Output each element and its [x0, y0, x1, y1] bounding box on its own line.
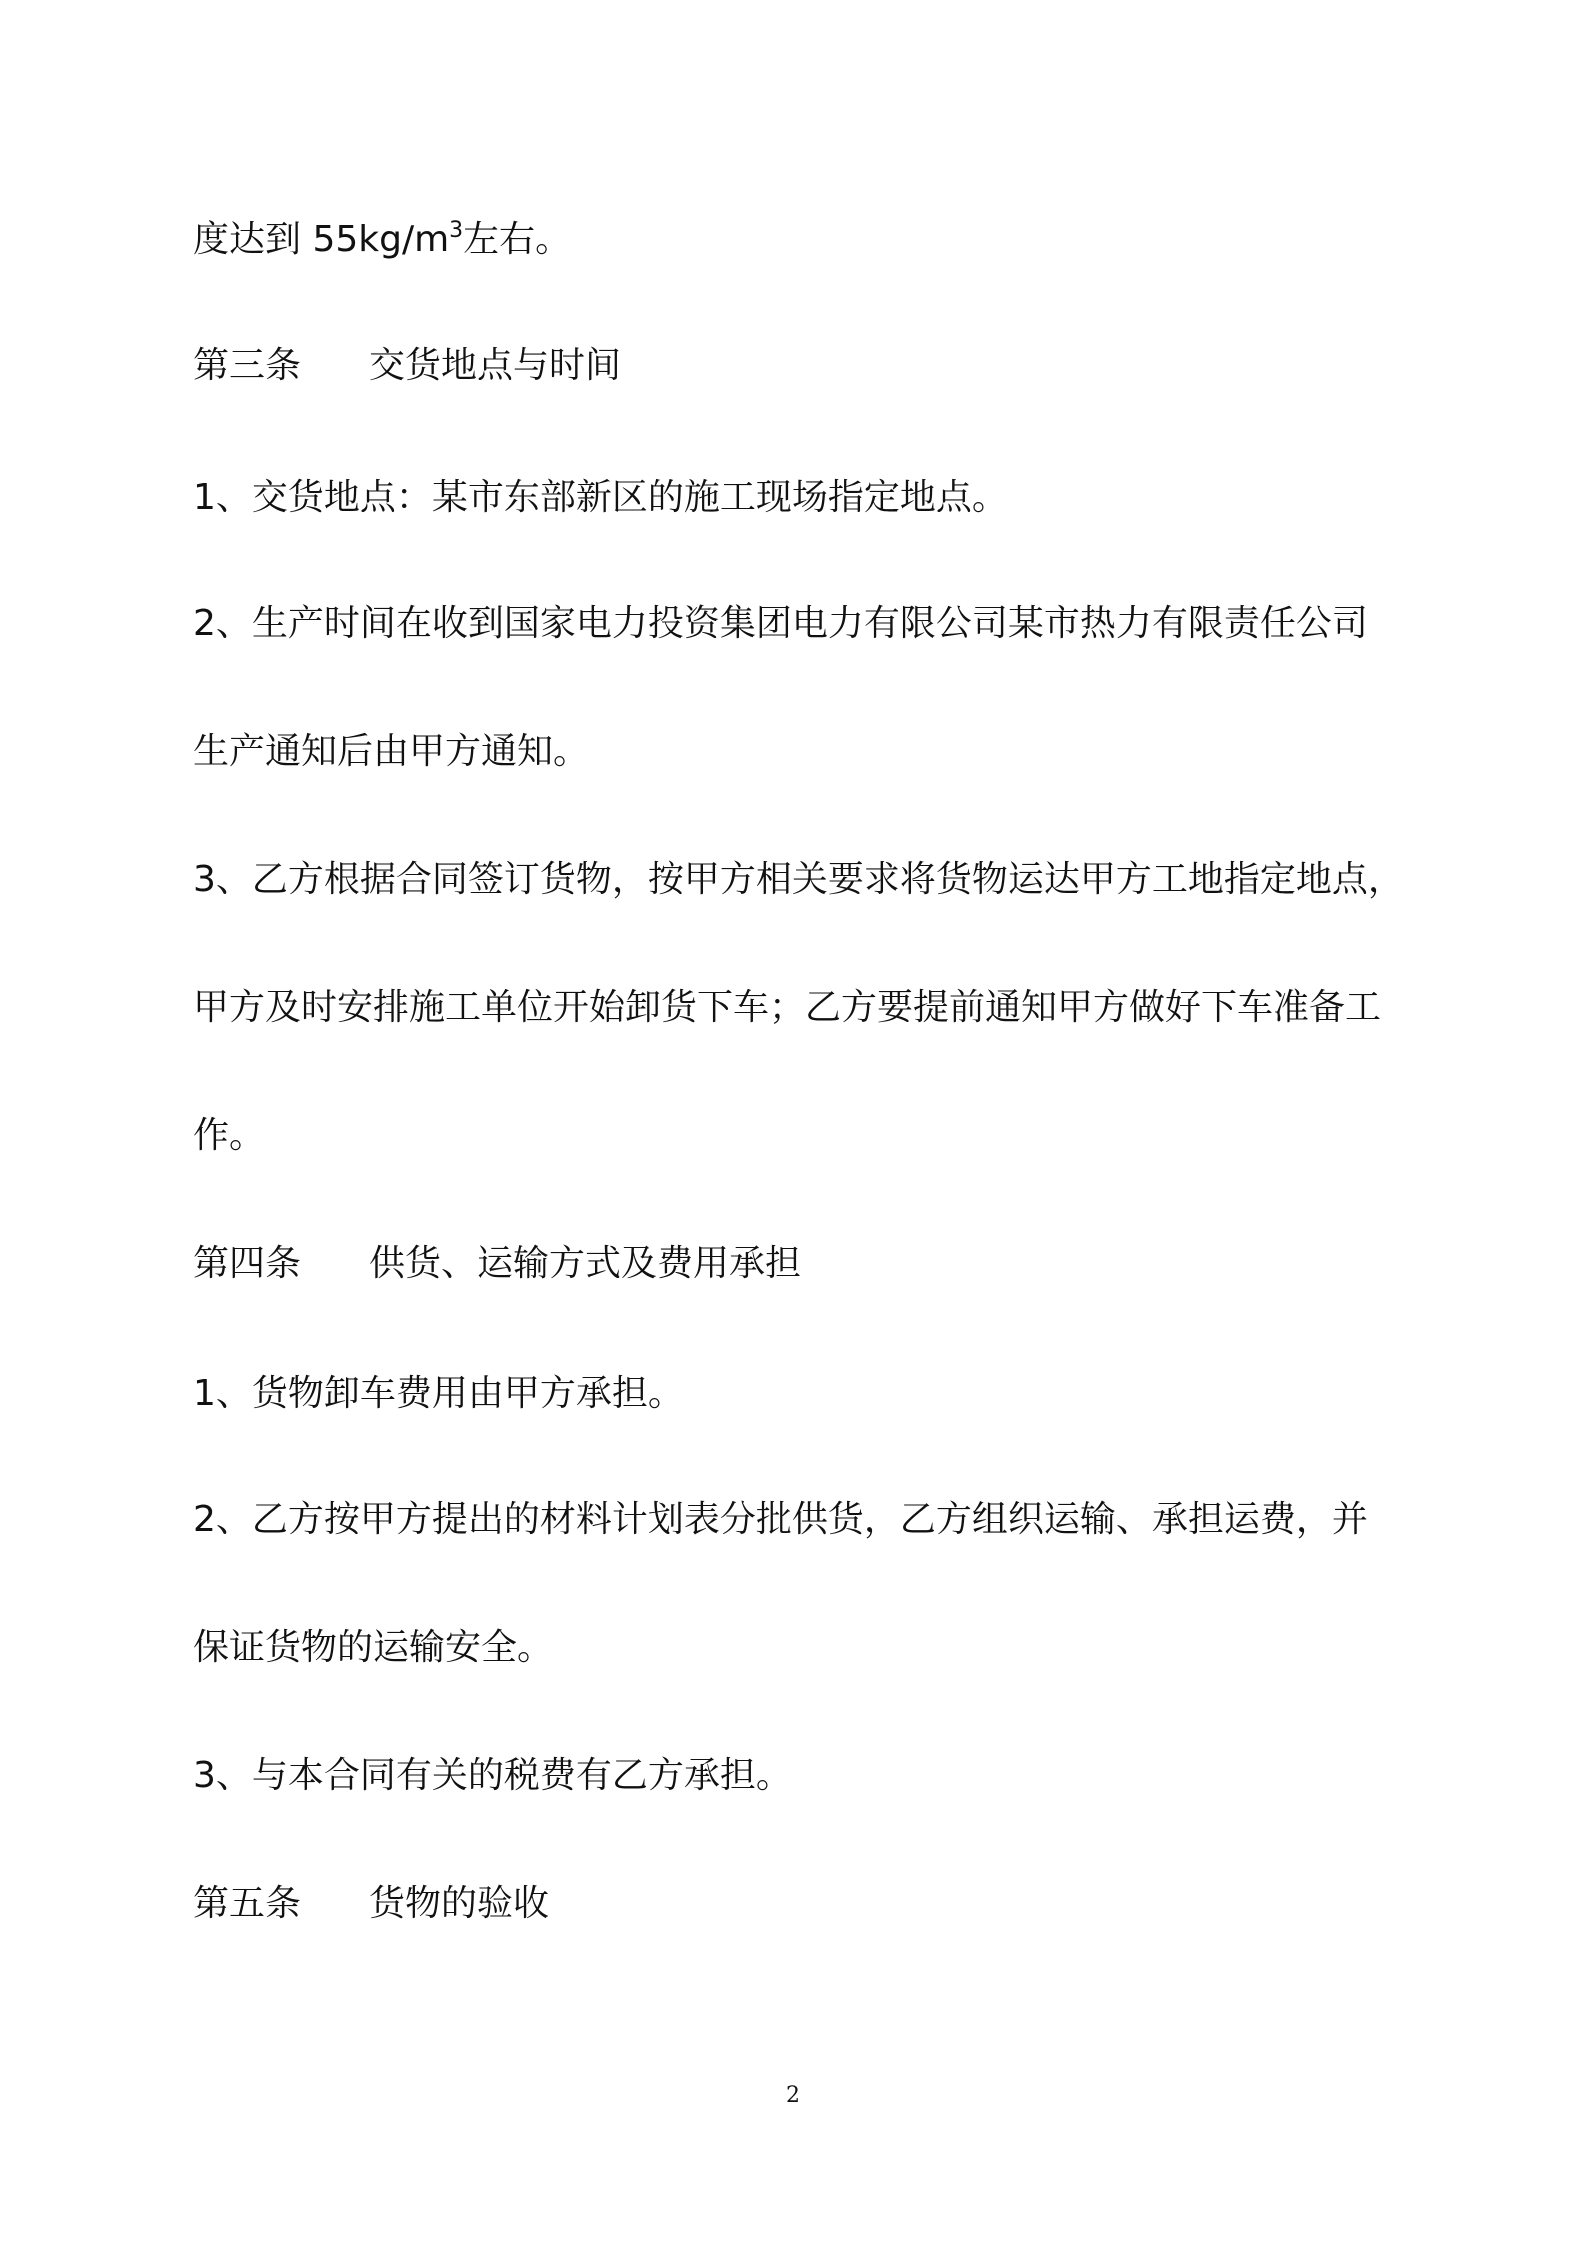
- article-3-item-2-line-1: 2、生产时间在收到国家电力投资集团电力有限公司某市热力有限责任公司: [193, 603, 1368, 644]
- article-5-heading: [193, 1880, 549, 1928]
- article-4-item-2-line-2: 保证货物的运输安全。: [193, 1627, 554, 1668]
- article-5-title: 货物的验收: [369, 1883, 550, 1924]
- article-4-item-1: 1、货物卸车费用由甲方承担。: [193, 1373, 684, 1414]
- article-4-heading: [193, 1240, 801, 1288]
- article-3-item-2-line-2: 生产通知后由甲方通知。: [193, 731, 590, 772]
- article-5-number: 第五条: [193, 1883, 302, 1924]
- density-superscript: 3: [449, 218, 464, 243]
- article-3-item-3-line-2: 甲方及时安排施工单位开始卸货下车；乙方要提前通知甲方做好下车准备工: [193, 987, 1382, 1028]
- page-number: 2: [786, 2083, 800, 2108]
- article-4-title: 供货、运输方式及费用承担: [369, 1243, 802, 1284]
- article-3-title: 交货地点与时间: [369, 345, 622, 386]
- density-text-end: 左右。: [463, 219, 572, 260]
- article-3-item-1: 1、交货地点：某市东部新区的施工现场指定地点。: [193, 477, 1008, 518]
- density-text: 度达到 55kg/m: [193, 219, 450, 260]
- article-4-number: 第四条: [193, 1243, 302, 1284]
- paragraph-line-density: [193, 216, 571, 264]
- article-4-item-3: 3、与本合同有关的税费有乙方承担。: [193, 1755, 792, 1796]
- article-4-item-2-line-1: 2、乙方按甲方提出的材料计划表分批供货，乙方组织运输、承担运费，并: [193, 1499, 1368, 1540]
- article-3-item-3-line-3: 作。: [193, 1115, 266, 1156]
- article-3-item-3-line-1: 3、乙方根据合同签订货物，按甲方相关要求将货物运达甲方工地指定地点，: [193, 859, 1404, 900]
- article-3-heading: [193, 342, 621, 390]
- article-3-number: 第三条: [193, 345, 302, 386]
